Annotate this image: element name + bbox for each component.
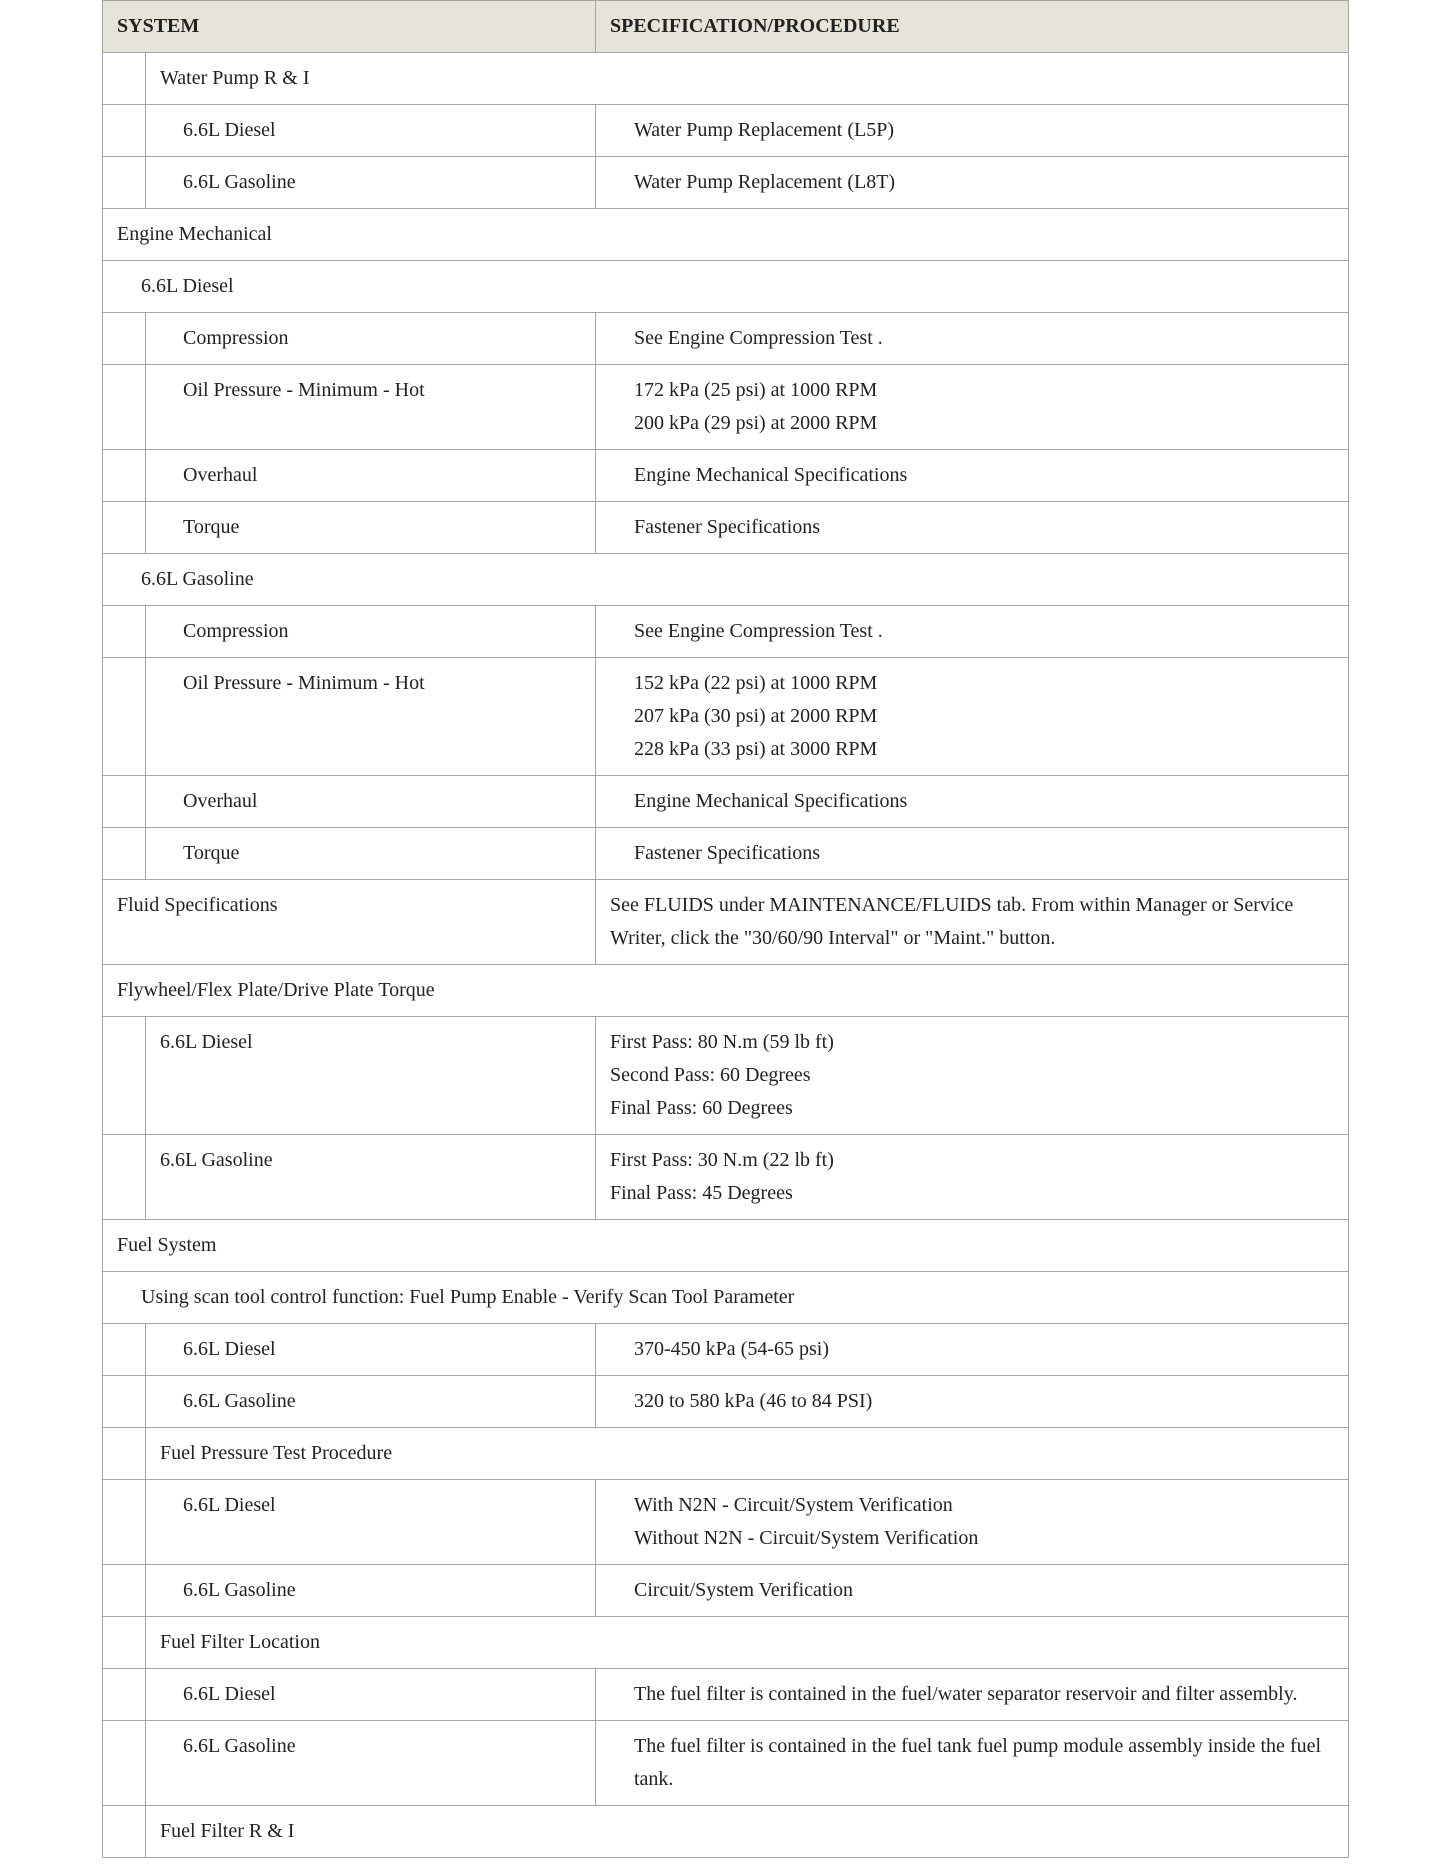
subsection-title: Fuel Filter R & I (146, 1806, 1349, 1858)
indent-cell (103, 1324, 146, 1376)
indent-cell (103, 313, 146, 365)
system-cell: Oil Pressure - Minimum - Hot (146, 365, 596, 450)
procedure-link[interactable]: Without N2N - Circuit/System Verification (634, 1527, 979, 1549)
indent-cell (103, 776, 146, 828)
section-title: Engine Mechanical (103, 209, 1349, 261)
spec-line: 172 kPa (25 psi) at 1000 RPM (634, 379, 878, 401)
procedure-link[interactable]: Water Pump Replacement (L8T) (596, 157, 1349, 209)
procedure-link[interactable]: Circuit/System Verification (596, 1565, 1349, 1617)
indent-cell (103, 1721, 146, 1806)
table-row (103, 1272, 1349, 1324)
procedure-link[interactable]: Fastener Specifications (596, 502, 1349, 554)
indent-cell (103, 450, 146, 502)
procedure-link[interactable]: Engine Mechanical Specifications (596, 450, 1349, 502)
system-cell: Overhaul (146, 450, 596, 502)
indent-cell (103, 365, 146, 450)
table-row (103, 1428, 1349, 1480)
system-cell: 6.6L Gasoline (146, 1565, 596, 1617)
spec-table-container (102, 0, 1348, 1858)
spec-cell (596, 365, 1349, 450)
table-row (103, 828, 1349, 880)
system-cell: Compression (146, 606, 596, 658)
spec-cell (596, 1480, 1349, 1565)
system-cell: 6.6L Diesel (146, 1480, 596, 1565)
table-row (103, 606, 1349, 658)
table-row (103, 1480, 1349, 1565)
table-row (103, 1806, 1349, 1858)
table-row (103, 776, 1349, 828)
table-row (103, 554, 1349, 606)
indent-cell (103, 1135, 146, 1220)
indent-cell (103, 1565, 146, 1617)
table-row (103, 1135, 1349, 1220)
section-title: Fuel System (103, 1220, 1349, 1272)
header-procedure: SPECIFICATION/PROCEDURE (596, 1, 1349, 53)
table-row (103, 450, 1349, 502)
spec-cell (596, 658, 1349, 776)
table-row (103, 209, 1349, 261)
system-cell: 6.6L Gasoline (146, 1721, 596, 1806)
procedure-link[interactable]: See Engine Compression Test . (596, 313, 1349, 365)
table-header-row (103, 1, 1349, 53)
system-cell: 6.6L Gasoline (146, 157, 596, 209)
procedure-link[interactable]: Engine Mechanical Specifications (596, 776, 1349, 828)
system-cell: Compression (146, 313, 596, 365)
spec-cell (596, 1017, 1349, 1135)
indent-cell (103, 1617, 146, 1669)
spec-cell: 320 to 580 kPa (46 to 84 PSI) (596, 1376, 1349, 1428)
table-row (103, 1220, 1349, 1272)
indent-cell (103, 502, 146, 554)
system-cell: Torque (146, 502, 596, 554)
subsection-title: Fuel Pressure Test Procedure (146, 1428, 1349, 1480)
spec-line: First Pass: 80 N.m (59 lb ft) (610, 1031, 834, 1053)
procedure-link[interactable]: See Engine Compression Test . (596, 606, 1349, 658)
section-title: Fluid Specifications (103, 880, 596, 965)
indent-cell (103, 1017, 146, 1135)
spec-cell (596, 1135, 1349, 1220)
header-system: SYSTEM (103, 1, 596, 53)
system-cell: 6.6L Gasoline (146, 1135, 596, 1220)
procedure-link[interactable]: With N2N - Circuit/System Verification (634, 1494, 953, 1516)
spec-line: First Pass: 30 N.m (22 lb ft) (610, 1149, 834, 1171)
table-row (103, 658, 1349, 776)
indent-cell (103, 157, 146, 209)
table-row (103, 365, 1349, 450)
subsection-title: 6.6L Diesel (103, 261, 1349, 313)
indent-cell (103, 1376, 146, 1428)
indent-cell (103, 606, 146, 658)
spec-line: Final Pass: 45 Degrees (610, 1182, 793, 1204)
spec-line: Final Pass: 60 Degrees (610, 1097, 793, 1119)
system-cell: 6.6L Gasoline (146, 1376, 596, 1428)
indent-cell (103, 1806, 146, 1858)
indent-cell (103, 1669, 146, 1721)
system-cell: 6.6L Diesel (146, 1324, 596, 1376)
spec-line: 228 kPa (33 psi) at 3000 RPM (634, 738, 878, 760)
table-row (103, 1017, 1349, 1135)
indent-cell (103, 1480, 146, 1565)
procedure-link[interactable]: Water Pump Replacement (L5P) (596, 105, 1349, 157)
system-cell: Overhaul (146, 776, 596, 828)
table-row (103, 1565, 1349, 1617)
table-row (103, 1324, 1349, 1376)
table-row (103, 965, 1349, 1017)
table-row (103, 880, 1349, 965)
table-row (103, 53, 1349, 105)
indent-cell (103, 828, 146, 880)
table-row (103, 313, 1349, 365)
section-title: Flywheel/Flex Plate/Drive Plate Torque (103, 965, 1349, 1017)
spec-cell: The fuel filter is contained in the fuel tank fuel pump module assembly inside the fuel tank. (596, 1721, 1349, 1806)
table-row (103, 157, 1349, 209)
table-row (103, 502, 1349, 554)
table-row (103, 1721, 1349, 1806)
system-cell: Torque (146, 828, 596, 880)
table-row (103, 1669, 1349, 1721)
system-cell: 6.6L Diesel (146, 1017, 596, 1135)
spec-cell: 370-450 kPa (54-65 psi) (596, 1324, 1349, 1376)
indent-cell (103, 53, 146, 105)
spec-line: Second Pass: 60 Degrees (610, 1064, 811, 1086)
table-row (103, 105, 1349, 157)
subsection-title: Fuel Filter Location (146, 1617, 1349, 1669)
system-cell: 6.6L Diesel (146, 105, 596, 157)
spec-line: 207 kPa (30 psi) at 2000 RPM (634, 705, 878, 727)
indent-cell (103, 105, 146, 157)
subsection-title: Using scan tool control function: Fuel Pump Enable - Verify Scan Tool Parameter (103, 1272, 1349, 1324)
system-cell: 6.6L Diesel (146, 1669, 596, 1721)
spec-line: 152 kPa (22 psi) at 1000 RPM (634, 672, 878, 694)
system-cell: Oil Pressure - Minimum - Hot (146, 658, 596, 776)
table-row (103, 1617, 1349, 1669)
table-row (103, 261, 1349, 313)
subsection-title: 6.6L Gasoline (103, 554, 1349, 606)
procedure-link[interactable]: Fastener Specifications (596, 828, 1349, 880)
subsection-title: Water Pump R & I (146, 53, 1349, 105)
table-row (103, 1376, 1349, 1428)
specification-table (102, 0, 1349, 1858)
indent-cell (103, 1428, 146, 1480)
spec-cell: See FLUIDS under MAINTENANCE/FLUIDS tab. From within Manager or Service Writer, click the "30/60/90 Interval" or "Maint." button. (596, 880, 1349, 965)
spec-line: 200 kPa (29 psi) at 2000 RPM (634, 412, 878, 434)
spec-cell: The fuel filter is contained in the fuel/water separator reservoir and filter assembly. (596, 1669, 1349, 1721)
indent-cell (103, 658, 146, 776)
